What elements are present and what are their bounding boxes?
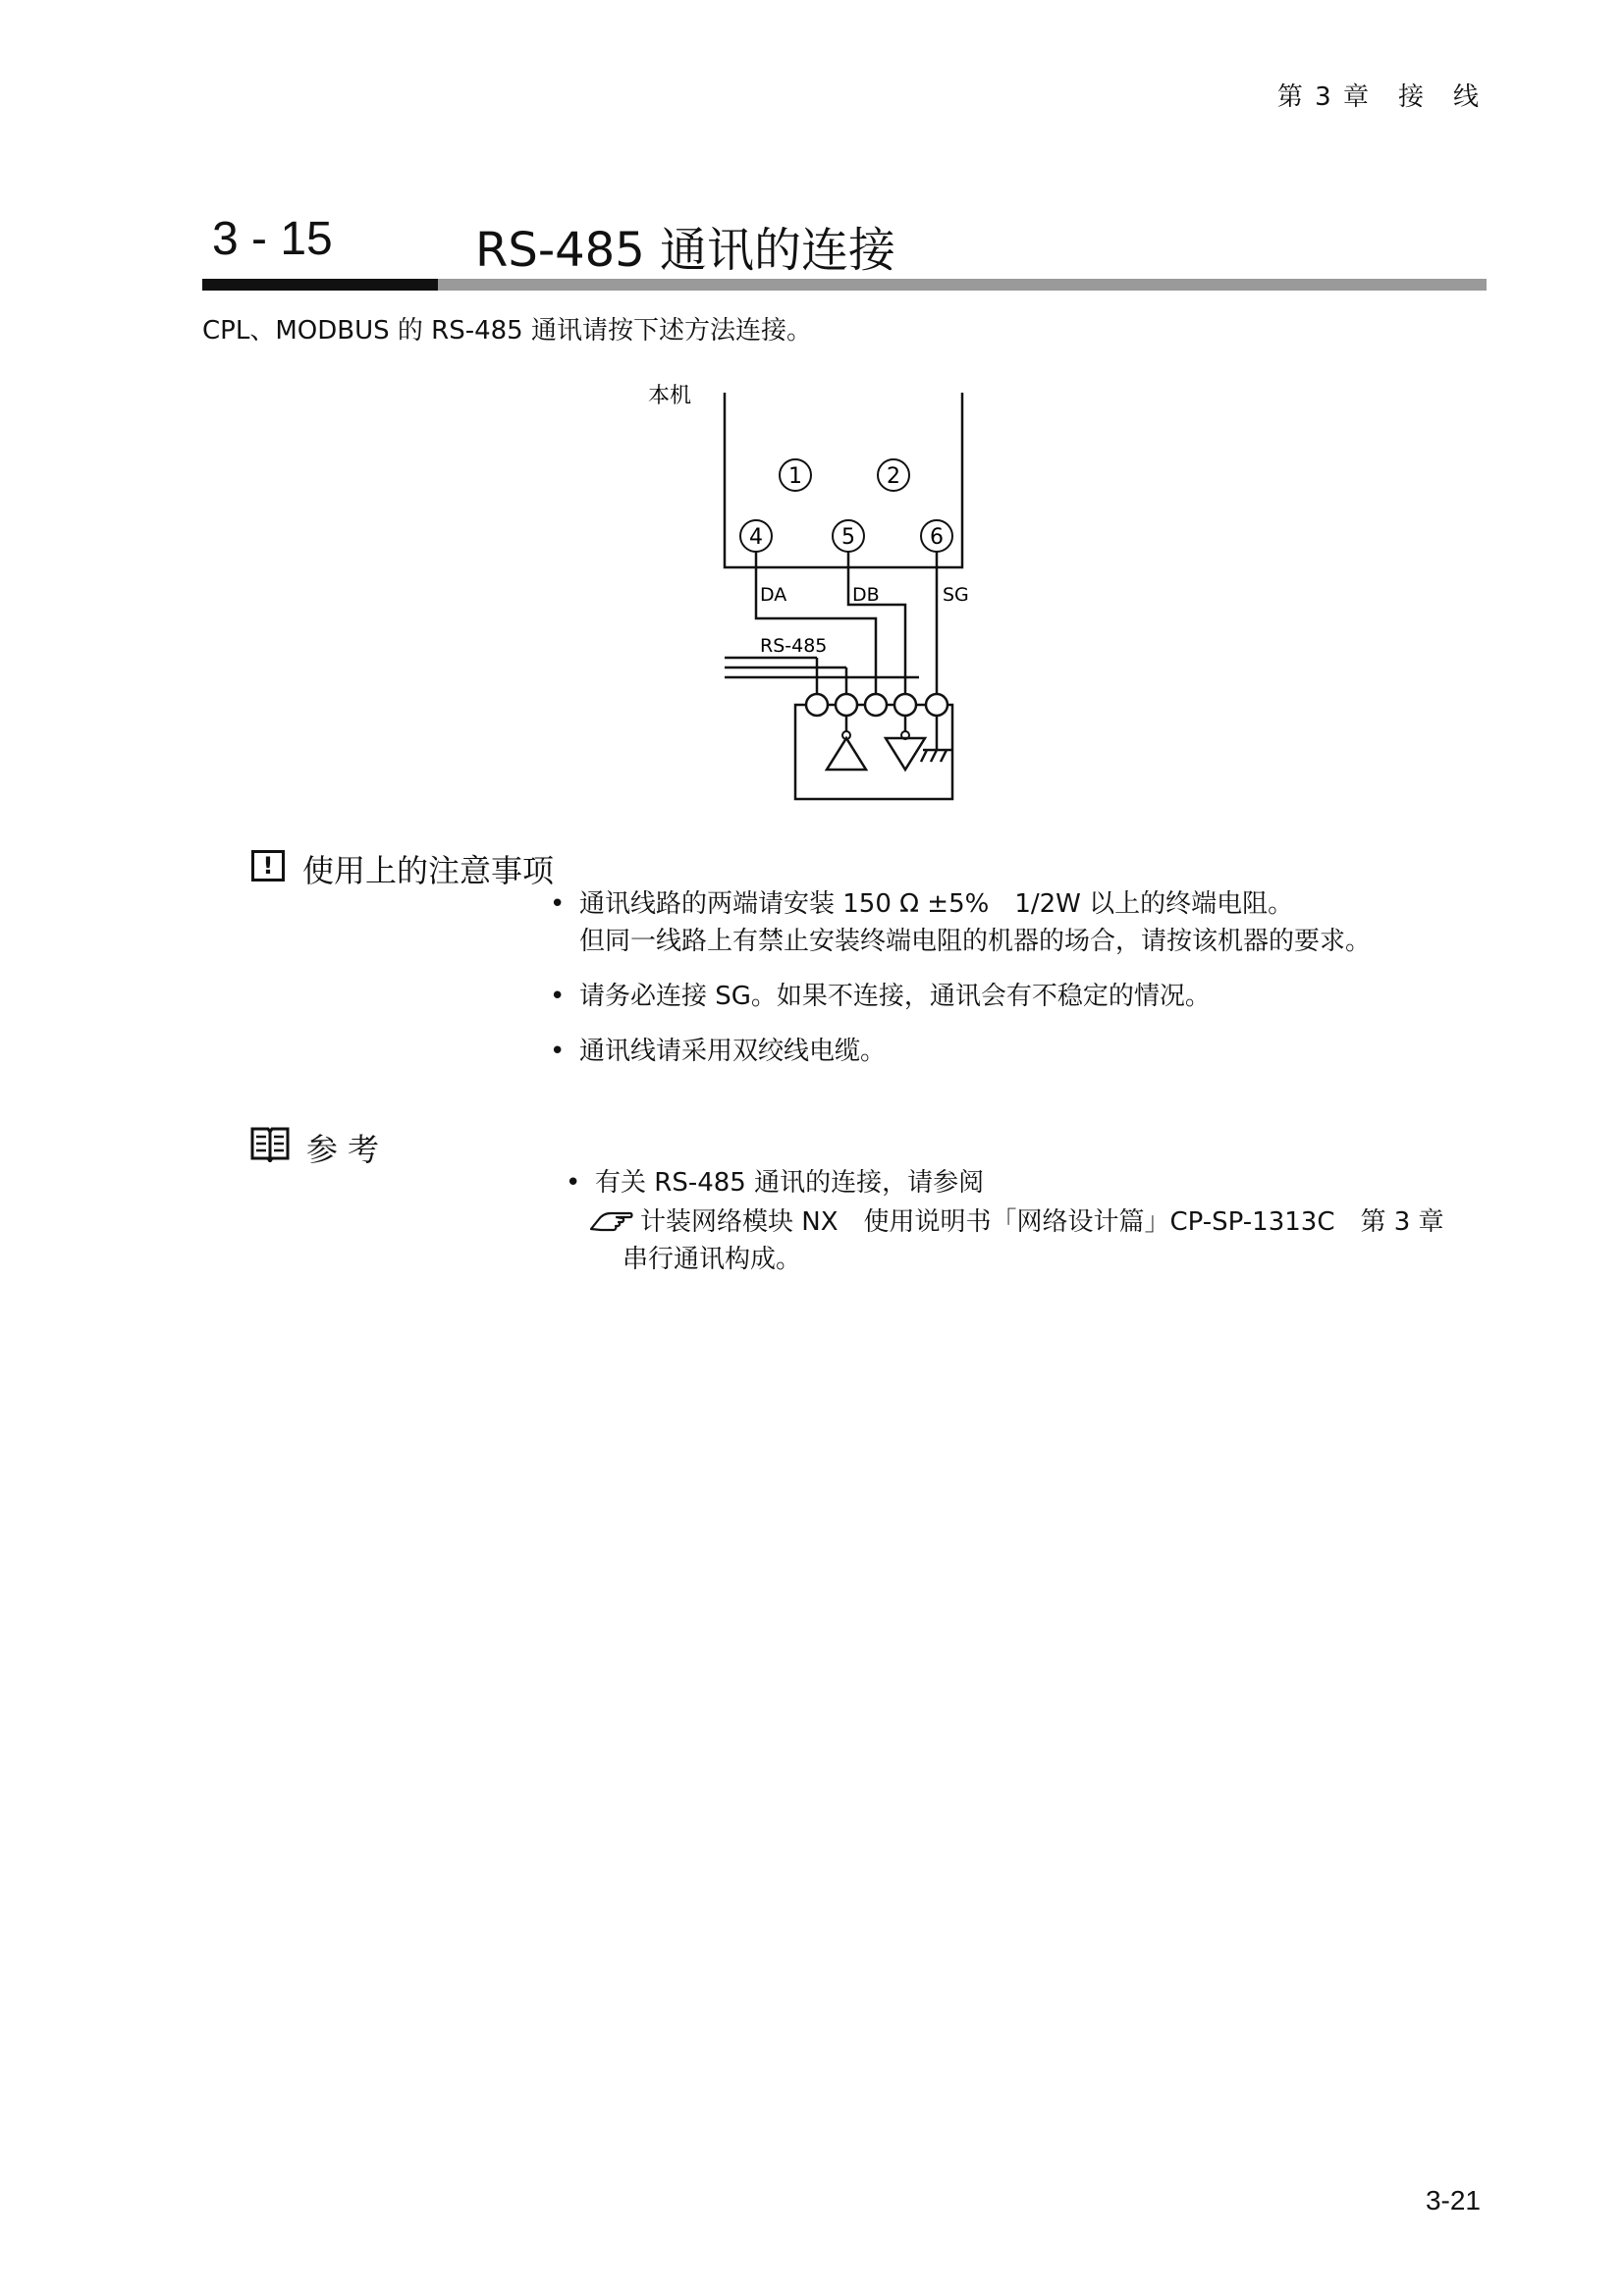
pointing-hand-icon: [589, 1207, 634, 1233]
caution-text: 但同一线路上有禁止安装终端电阻的机器的场合，请按该机器的要求。: [579, 927, 1372, 956]
remote-device-box: [795, 705, 952, 799]
remote-terminal-2: [836, 694, 857, 716]
caution-text: • 请务必连接 SG。如果不连接，通讯会有不稳定的情况。: [579, 982, 1211, 1011]
caution-title: 使用上的注意事项: [302, 852, 555, 889]
reference-list: [562, 1164, 1485, 1201]
section-title: RS-485 通讯的连接: [475, 223, 896, 278]
label-db: DB: [852, 584, 880, 606]
label-da: DA: [760, 584, 787, 606]
device-label: 本机: [648, 384, 692, 408]
caution-list: [546, 885, 1489, 1088]
driver-triangle-down: [886, 738, 925, 770]
intro-text: CPL、MODBUS 的 RS-485 通讯请按下述方法连接。: [202, 316, 812, 346]
label-rs485: RS-485: [760, 635, 828, 657]
terminal-6: [921, 520, 952, 552]
svg-text:1: 1: [788, 464, 802, 489]
reference-doc-continued: 串行通讯构成。: [623, 1245, 802, 1274]
ground-icon: [921, 750, 952, 762]
caution-item: [546, 1033, 1489, 1070]
driver-triangle-up: [827, 738, 866, 770]
section-number: 3 - 15: [212, 213, 333, 265]
remote-terminal-4: [894, 694, 916, 716]
label-sg: SG: [943, 584, 969, 606]
title-rule-gray: [438, 279, 1487, 291]
reference-doc-text: 计装网络模块 NX 使用说明书「网络设计篇」CP-SP-1313C 第 3 章: [640, 1207, 1444, 1237]
svg-text:2: 2: [887, 464, 900, 489]
caution-text: • 通讯线路的两端请安装 150 Ω ±5% 1/2W 以上的终端电阻。: [579, 889, 1294, 919]
caution-item: [546, 885, 1489, 960]
book-icon: [249, 1125, 291, 1162]
caution-item: [546, 978, 1489, 1015]
caution-icon: !: [251, 850, 285, 881]
remote-terminal-3: [865, 694, 887, 716]
caution-text: • 通讯线请采用双绞线电缆。: [579, 1037, 887, 1066]
terminal-1: [780, 459, 811, 491]
reference-title: 参考: [306, 1131, 390, 1168]
title-rule-dark: [202, 279, 438, 291]
remote-terminal-1: [806, 694, 828, 716]
terminal-5: [833, 520, 864, 552]
reference-item: • 有关 RS-485 通讯的连接，请参阅: [562, 1164, 1485, 1201]
rs485-wiring-diagram: [628, 373, 982, 805]
remote-terminal-5: [926, 694, 947, 716]
terminal-4: [740, 520, 772, 552]
page-number: 3-21: [1425, 2185, 1481, 2216]
svg-text:5: 5: [841, 525, 855, 550]
svg-text:4: 4: [749, 525, 763, 550]
chapter-header: 第 3 章 接 线: [1276, 82, 1481, 112]
svg-text:6: 6: [930, 525, 944, 550]
terminal-2: [878, 459, 909, 491]
reference-doc: [589, 1203, 1444, 1241]
